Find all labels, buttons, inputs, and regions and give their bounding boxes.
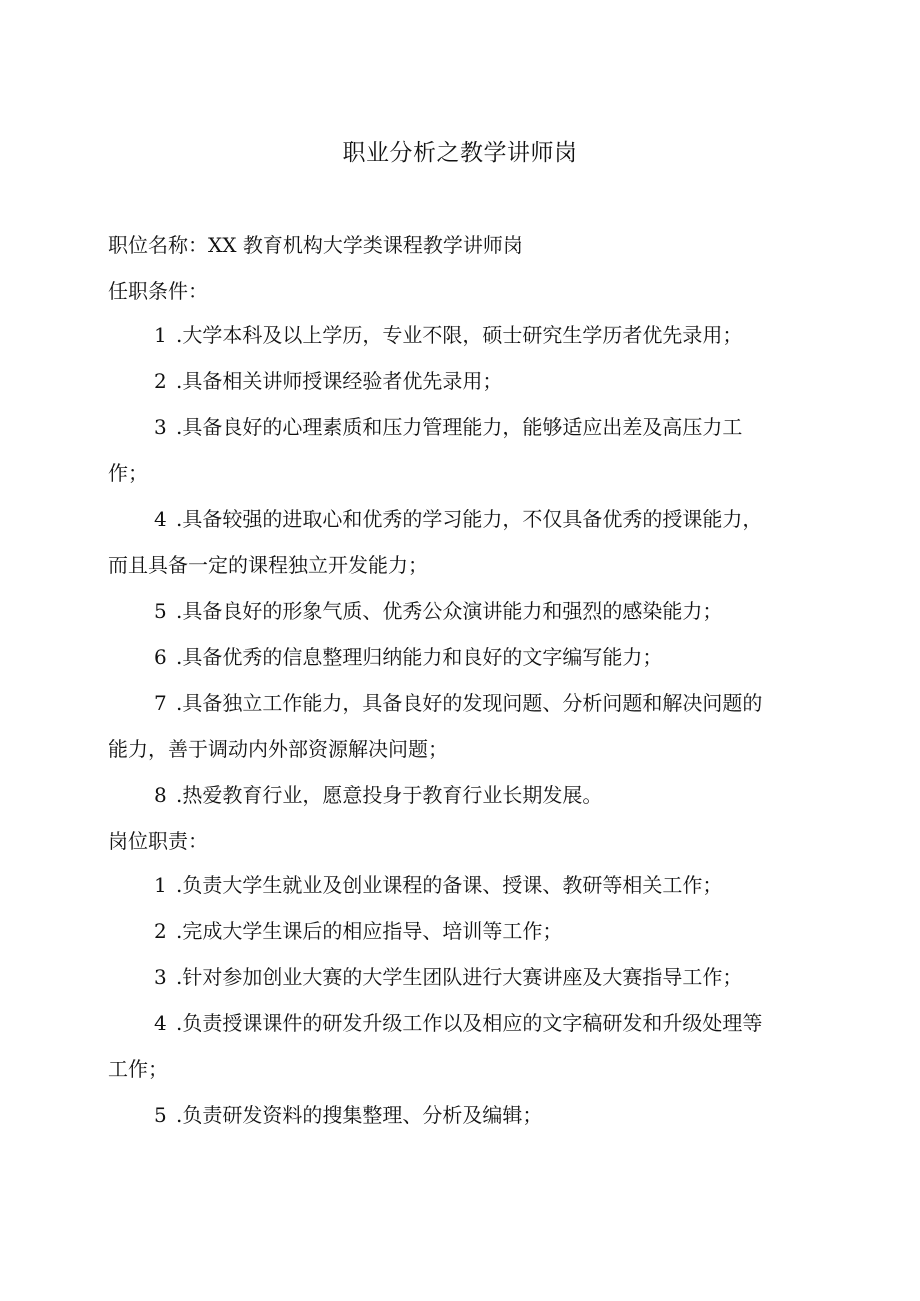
qualification-item-text: 能力，善于调动内外部资源解决问题； <box>108 737 448 761</box>
qualification-item-number: 6 <box>154 645 167 669</box>
qualification-item-text: .具备相关讲师授课经验者优先录用； <box>176 369 503 393</box>
qualification-item-text: 而且具备一定的课程独立开发能力； <box>108 553 428 577</box>
duty-item-line <box>108 960 820 994</box>
duty-item-text: .负责授课课件的研发升级工作以及相应的文字稿研发和升级处理等 <box>176 1011 763 1035</box>
duty-item-line <box>108 868 820 902</box>
duty-item-number: 3 <box>154 965 167 989</box>
qualification-item-text: .具备较强的进取心和优秀的学习能力，不仅具备优秀的授课能力， <box>176 507 763 531</box>
duty-item-number: 2 <box>154 919 167 943</box>
qualification-item-line <box>108 456 820 490</box>
document-body <box>108 228 820 1132</box>
qualification-item-line <box>108 778 820 812</box>
duty-item-number: 5 <box>154 1103 167 1127</box>
qualification-item-number: 7 <box>154 691 167 715</box>
qualification-item-number: 5 <box>154 599 167 623</box>
qualification-item-text: .具备良好的心理素质和压力管理能力，能够适应出差及高压力工 <box>176 415 743 439</box>
duties-heading: 岗位职责： <box>108 829 208 853</box>
qualification-item-line <box>108 364 820 398</box>
duty-item-number: 4 <box>154 1011 167 1035</box>
position-name: 职位名称：XX 教育机构大学类课程教学讲师岗 <box>108 233 523 257</box>
duty-item-line <box>108 1006 820 1040</box>
qualification-item-line <box>108 594 820 628</box>
qualification-item-number: 8 <box>154 783 167 807</box>
duty-item-text: .负责研发资料的搜集整理、分析及编辑； <box>176 1103 543 1127</box>
qualifications-list <box>108 318 820 812</box>
duty-item-text: 工作； <box>108 1057 168 1081</box>
qualification-item-line <box>108 410 820 444</box>
qualification-item-number: 3 <box>154 415 167 439</box>
qualification-item-line <box>108 732 820 766</box>
qualification-item-line <box>108 318 820 352</box>
qualification-item-line <box>108 640 820 674</box>
qualification-item-number: 4 <box>154 507 167 531</box>
qualification-item-text: .具备独立工作能力，具备良好的发现问题、分析问题和解决问题的 <box>176 691 763 715</box>
duty-item-number: 1 <box>154 873 167 897</box>
duty-item-text: .完成大学生课后的相应指导、培训等工作； <box>176 919 563 943</box>
qualification-item-number: 2 <box>154 369 167 393</box>
qualification-item-line <box>108 686 820 720</box>
qualification-item-number: 1 <box>154 323 167 347</box>
qualification-item-text: .具备良好的形象气质、优秀公众演讲能力和强烈的感染能力； <box>176 599 723 623</box>
qualification-item-line <box>108 548 820 582</box>
qualification-item-line <box>108 502 820 536</box>
duty-item-line <box>108 1098 820 1132</box>
duty-item-line <box>108 914 820 948</box>
qualification-item-text: .大学本科及以上学历，专业不限，硕士研究生学历者优先录用； <box>176 323 743 347</box>
document-title: 职业分析之教学讲师岗 <box>342 140 578 166</box>
duty-item-text: .针对参加创业大赛的大学生团队进行大赛讲座及大赛指导工作； <box>176 965 743 989</box>
qualifications-heading: 任职条件： <box>108 279 208 303</box>
duties-list <box>108 868 820 1132</box>
qualification-item-text: .热爱教育行业，愿意投身于教育行业长期发展。 <box>176 783 603 807</box>
duty-item-line <box>108 1052 820 1086</box>
duty-item-text: .负责大学生就业及创业课程的备课、授课、教研等相关工作； <box>176 873 723 897</box>
qualification-item-text: .具备优秀的信息整理归纳能力和良好的文字编写能力； <box>176 645 663 669</box>
qualification-item-text: 作； <box>108 461 148 485</box>
